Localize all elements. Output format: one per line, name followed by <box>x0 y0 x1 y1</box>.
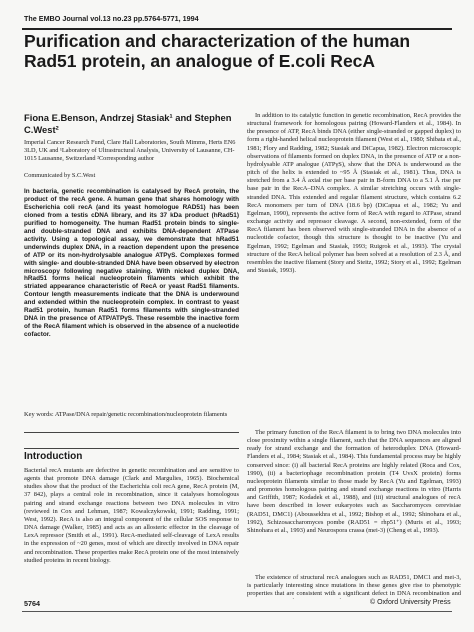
author-affiliation: Imperial Cancer Research Fund, Clare Hall Laboratories, South Mimms, Herts EN6 3LD, UK and ¹Laboratory of Ultrastructural Analysis, University of Lausanne, CH-1015 Lausanne, Switzerland ²Corresponding author <box>24 139 236 163</box>
introduction-paragraph: Bacterial recA mutants are defective in genetic recombination and are sensitive to agents that promote DNA damage (Clark and Margulies, 1965). Biochemical studies show that the product of the Escherichia coli recA gene, RecA protein (M, 37 842), plays a central role in recombination, since it catalyses homologous pairing and strand exchange reactions between two DNA molecules in vitro (reviewed in Cox and Lehman, 1987; Kowalczykowski, 1991; Radding, 1991; West, 1992). RecA is also an integral component of the cellular SOS response to DNA damage (Walker, 1985) and acts as an allosteric effector in the cleavage of LexA repressor (Smith et al., 1991). RecA-mediated self-cleavage of LexA results in the expression of ~20 genes, most of which are directly involved in DNA repair and recombination. These properties make RecA protein one of the most intensively studied proteins in recent biology. <box>24 467 239 564</box>
page-number: 5764 <box>24 599 40 608</box>
right-column <box>247 112 461 599</box>
author-list: Fiona E.Benson, Andrzej Stasiak¹ and Stephen C.West² <box>24 112 232 135</box>
keywords-rule <box>24 432 239 433</box>
body-paragraph: The primary function of the RecA filament is to bring two DNA molecules into close proximity within a single filament, such that the DNA sequences are aligned ready for strand exchange and the formation of heteroduplex DNA (Howard-Flanders et al., 1984; Stasiak et al., 1984). This fundamental process may be highly conserved since: (i) all bacterial RecA proteins are highly related (Roca and Cox, 1990), (ii) a bacteriophage recombination protein (T4 UvsX protein) forms nucleoprotein filaments similar to those made by RecA (Yu and Egelman, 1993) and promotes homologous pairing and strand exchange reactions in vitro (Harris and Griffith, 1987; Kodadek et al., 1988), and (iii) structural analogues of recA have been described in lower eukaryotes such as Saccharomyces cerevisiae (RAD51, DMC1) (Aboussekhra et al., 1992; Bishop et al., 1992; Shinohara et al., 1992), Schizosaccharomyces pombe (RAD51 = rhp51⁺) (Muris et al., 1993; Shinohara et al., 1993) and Neurospora crassa (mei-3) (Cheng et al., 1993). <box>247 429 461 534</box>
publisher-notice: © Oxford University Press <box>370 599 451 606</box>
footer-rule <box>22 611 452 612</box>
section-rule <box>24 448 239 449</box>
communicated-by: Communicated by S.C.West <box>24 172 96 179</box>
article-title: Purification and characterization of the human Rad51 protein, an analogue of E.coli RecA <box>24 31 411 71</box>
keywords: Key words: ATPase/DNA repair/genetic recombination/nucleoprotein filaments <box>24 411 228 418</box>
abstract: In bacteria, genetic recombination is catalysed by RecA protein, the product of the recA gene. A human gene that shares homology with Escherichia coli recA (and its yeast homologue RAD51) has been cloned from a testis cDNA library, and its 37 kDa product (hRad51) purified to homogeneity. The human Rad51 protein binds to single- and double-stranded DNA and exhibits DNA-dependent ATPase activity. Using a topological assay, we demonstrate that hRad51 underwinds duplex DNA, in a reaction dependent upon the presence of ATP or its non-hydrolysable analogue ATPγS. Complexes formed with single- and double-stranded DNA have been observed by electron microscopy following negative staining. With nicked duplex DNA, hRad51 forms helical nucleoprotein filaments which exhibit the striated appearance characteristic of RecA or yeast Rad51 filaments. Contour length measurements indicate that the DNA is underwound and extended within the nucleoprotein complex. In contrast to yeast Rad51 protein, human Rad51 forms filaments with single-stranded DNA in the presence of ATP/ATPγS. These resemble the inactive form of the RecA filament which is observed in the absence of a nucleotide cofactor. <box>24 188 239 339</box>
header-rule <box>22 28 452 30</box>
body-paragraph: In addition to its catalytic function in genetic recombination, RecA provides the structural framework for homologous pairing (Howard-Flanders et al., 1984). In the presence of ATP, RecA binds DNA (either single-stranded or gapped duplex) to form a right-handed helical nucleoprotein filament (West et al., 1980; Shibata et al., 1981; Flory and Radding, 1982; Stasiak and DiCapua, 1982). Electron microscopic observations of filaments formed on duplex DNA, in the presence of ATP or a non-hydrolysable ATP analogue (ATPγS), show that the DNA is underwound as the pitch of the helix is extended to ~95 Å (Stasiak et al., 1981). Thus, DNA is stretched from a 3.4 Å axial rise per base pair in B-form DNA to a 5.1 Å rise per base pair in the RecA–DNA complex. A similar stretching occurs with single-stranded DNA. This extended and regular filament structure, which contains 6.2 RecA monomers per turn of DNA (18.6 bp) (DiCapua et al., 1982; Yu and Egelman, 1990), represents the active form of RecA with regard to ATPase, strand exchange activity and repressor cleavage. A second, non-extended, form of the RecA filament has been observed with single-stranded DNA in the absence of a nucleotide cofactor, though this structure is thought to be inactive (Yu and Egelman, 1992; Egelman and Stasiak, 1993; Ruigrok et al., 1993). The crystal structure of the RecA helical polymer has been solved at a resolution of 2.3 Å, and resembles the inactive filament (Story and Steitz, 1992; Story et al., 1992; Egelman and Stasiak, 1993). <box>247 112 461 274</box>
body-paragraph: The existence of structural recA analogues such as RAD51, DMC1 and mei-3, is particularly interesting since mutations in these genes give rise to phenotypic properties that are consistent with a significant defect in DNA recombination and <box>247 574 461 598</box>
journal-header: The EMBO Journal vol.13 no.23 pp.5764-5771, 1994 <box>24 14 199 23</box>
section-heading-introduction: Introduction <box>24 451 83 462</box>
